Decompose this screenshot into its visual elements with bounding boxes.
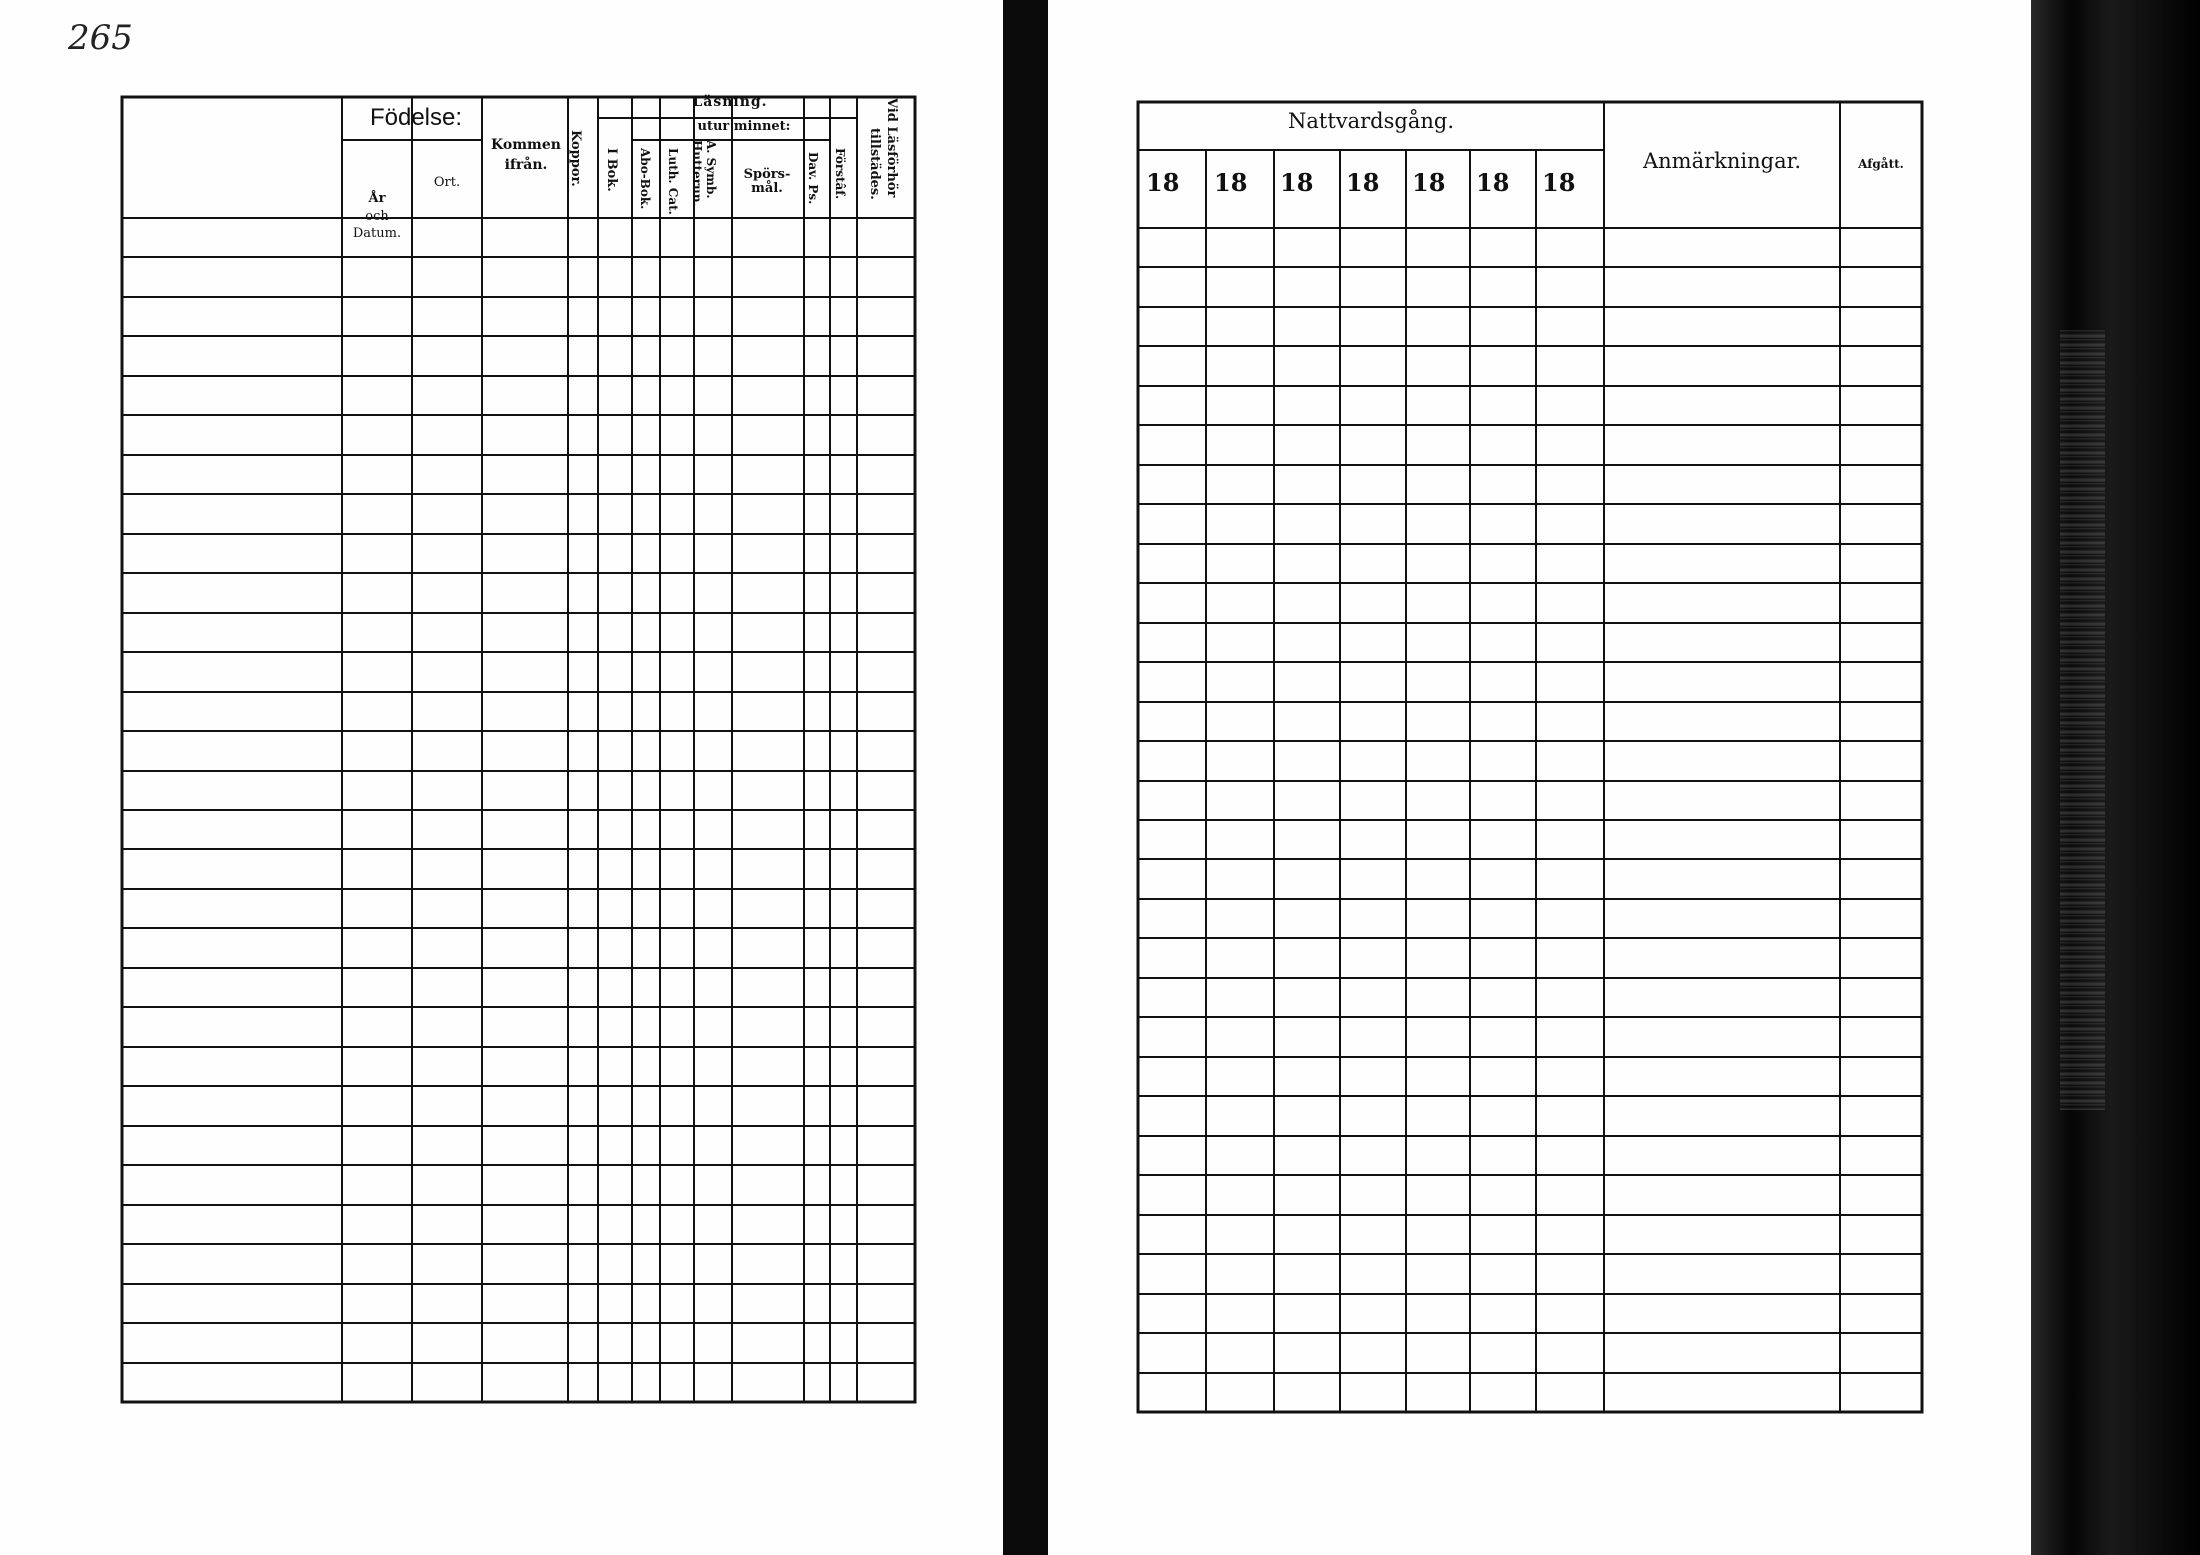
- header-vid-lasforhor: Vid Läsförhör: [884, 98, 899, 198]
- header-koppor: Koppor.: [568, 130, 583, 187]
- header-ifran: ifrån.: [504, 156, 548, 173]
- year-prefix-4: 18: [1346, 168, 1380, 197]
- year-prefix-7: 18: [1542, 168, 1576, 197]
- header-kommen-ifran: [484, 136, 568, 175]
- year-prefix-1: 18: [1146, 168, 1180, 197]
- header-mal: mål.: [751, 181, 783, 197]
- header-i-bok: I Bok.: [604, 148, 619, 192]
- header-luth-cat: Luth. Cat.: [666, 148, 680, 215]
- header-och: och: [365, 208, 389, 224]
- header-ar: År: [368, 191, 386, 206]
- left-table-border: [122, 94, 915, 1402]
- year-prefix-2: 18: [1214, 168, 1248, 197]
- year-prefix-5: 18: [1412, 168, 1446, 197]
- header-forstaf: Förstâf.: [833, 148, 847, 200]
- header-afgatt: Afgått.: [1858, 157, 1904, 171]
- header-hutterun: Hutterun.: [690, 140, 704, 207]
- header-ar-och-datum: [342, 190, 412, 243]
- right-table-grid: [1138, 102, 1922, 1412]
- header-sporsmal: [734, 168, 800, 197]
- header-ort: Ort.: [433, 175, 461, 190]
- header-fodelse: Födelse:: [369, 104, 463, 131]
- header-datum: Datum.: [352, 226, 402, 242]
- header-uttar-minnet: utur minnet:: [697, 119, 791, 134]
- header-kommen: Kommen: [491, 137, 561, 153]
- header-anmarkningar: Anmärkningar.: [1642, 149, 1802, 173]
- header-nattvardsgang: Nattvardsgång.: [1287, 109, 1455, 133]
- header-tillstades: tillstädes.: [867, 128, 882, 200]
- header-a-symb: A. Symb.: [704, 140, 718, 199]
- left-table-grid: [122, 94, 915, 1402]
- header-lasning: Läsning.: [692, 94, 768, 110]
- year-prefix-3: 18: [1280, 168, 1314, 197]
- year-prefix-6: 18: [1476, 168, 1510, 197]
- header-spors: Spörs-: [743, 167, 791, 182]
- header-dav-ps: Dav. Ps.: [806, 152, 820, 205]
- page-number: 265: [68, 18, 133, 58]
- header-abo-bok: Abo-Bok.: [638, 148, 652, 210]
